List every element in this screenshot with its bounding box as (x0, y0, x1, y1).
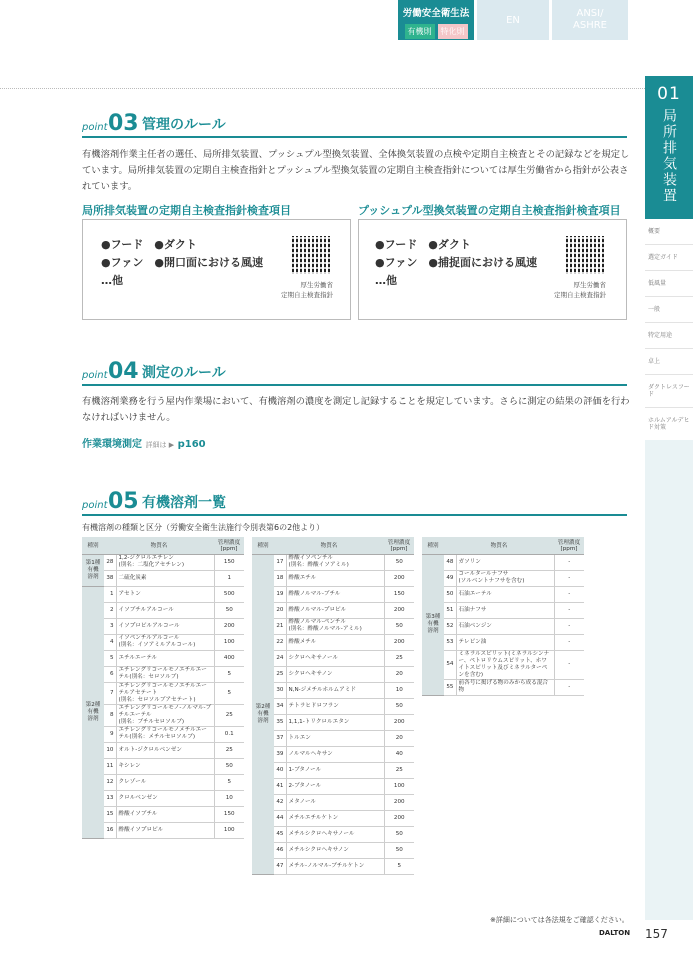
substance-name: メチルエチルケトン (286, 810, 384, 826)
row-number: 19 (274, 586, 286, 602)
header-name: 物質名 (274, 537, 384, 554)
substance-name: シクロヘキサノン (286, 666, 384, 682)
bullet-line: …他 (101, 274, 123, 287)
row-number: 1 (104, 586, 116, 602)
qr-code-icon[interactable] (292, 236, 330, 274)
substance-name: 1,2-ジクロルエチレン (別名：二塩化アセチレン) (116, 554, 214, 570)
row-number: 50 (444, 586, 456, 602)
control-concentration: 25 (214, 742, 244, 758)
row-number: 39 (274, 746, 286, 762)
substance-name: エチレングリコールモノエチルエーテル(別名：セロソルブ) (116, 666, 214, 682)
control-concentration: - (554, 634, 584, 650)
header-name: 物質名 (444, 537, 554, 554)
section-paragraph: 有機溶剤業務を行う屋内作業場において、有機溶剤の濃度を測定し記録することを規定しています。さらに測定の結果の評価を行わなければいけません。 (82, 396, 630, 423)
control-concentration: 50 (384, 554, 414, 570)
control-concentration: 5 (214, 774, 244, 790)
chapter-title: 局所排気装置 (661, 108, 677, 204)
table-row (82, 742, 244, 758)
substance-name: 1,1,1-トリクロルエタン (286, 714, 384, 730)
control-concentration: 40 (384, 746, 414, 762)
substance-name: 石油ベンジン (456, 618, 554, 634)
table-row (82, 634, 244, 650)
row-number: 12 (104, 774, 116, 790)
row-number: 5 (104, 650, 116, 666)
table-row (422, 570, 584, 586)
substance-name: 前各号に掲げる物のみから成る混合物 (456, 679, 554, 695)
substance-name: イソペンチルアルコール (別名：イソアミルアルコール) (116, 634, 214, 650)
substance-name: 石油エーテル (456, 586, 554, 602)
substance-name: N,N-ジメチルホルムアミド (286, 682, 384, 698)
table-row (82, 602, 244, 618)
table-row (252, 618, 414, 634)
control-concentration: 20 (384, 730, 414, 746)
category-cell: 第2種 有機 溶剤 (252, 554, 274, 874)
control-concentration: 100 (384, 778, 414, 794)
row-number: 49 (444, 570, 456, 586)
table-row (82, 570, 244, 586)
point-number: 04 (108, 359, 139, 384)
row-number: 3 (104, 618, 116, 634)
header-category: 種別 (422, 537, 444, 554)
divider (0, 88, 645, 89)
control-concentration: 0.1 (214, 726, 244, 742)
section-paragraph: 有機溶剤作業主任者の選任、局所排気装置、プッシュプル型換気装置、全体換気装置の点検や定期自主検査とその記録などを規定しています。局所排気装置の定期自主検査指針とプッシュプル型換気装置の定期自主検査指針については厚生労働省から指針が公表されています。 (82, 149, 630, 192)
substance-name: 二硫化炭素 (116, 570, 214, 586)
table-row (252, 682, 414, 698)
table-row (252, 794, 414, 810)
control-concentration: 25 (384, 762, 414, 778)
sidebar-item[interactable]: 卓上 (645, 349, 693, 375)
control-concentration: 150 (214, 806, 244, 822)
section-title: 有機溶剤一覧 (142, 495, 226, 511)
header-category: 種別 (252, 537, 274, 554)
reference-title: 作業環境測定 (82, 439, 142, 450)
reference-hint: 詳細は ▶ (145, 441, 175, 449)
table-row (422, 650, 584, 679)
table-row (82, 618, 244, 634)
row-number: 47 (274, 858, 286, 874)
table-row (252, 714, 414, 730)
point-number: 05 (108, 489, 139, 514)
control-concentration: 20 (384, 666, 414, 682)
table-row (252, 746, 414, 762)
substance-name: 酢酸ノルマル-ブチル (286, 586, 384, 602)
header-name: 物質名 (104, 537, 214, 554)
sidebar-item[interactable]: 一般 (645, 297, 693, 323)
control-concentration: - (554, 570, 584, 586)
substance-name: コールタールナフサ (ソルベントナフサを含む) (456, 570, 554, 586)
table-row (252, 634, 414, 650)
section-header-04 (82, 360, 627, 386)
row-number: 48 (444, 554, 456, 570)
control-concentration: - (554, 618, 584, 634)
category-cell: 第2種 有機 溶剤 (82, 586, 104, 838)
control-concentration: 50 (384, 826, 414, 842)
row-number: 37 (274, 730, 286, 746)
table-row (82, 704, 244, 726)
sidebar-item[interactable]: ダクトレスフード (645, 375, 693, 408)
substance-name: クロルベンゼン (116, 790, 214, 806)
control-concentration: 50 (214, 758, 244, 774)
control-concentration: 1 (214, 570, 244, 586)
control-concentration: 50 (214, 602, 244, 618)
control-concentration: 5 (214, 666, 244, 682)
table-row (422, 586, 584, 602)
row-number: 4 (104, 634, 116, 650)
row-number: 51 (444, 602, 456, 618)
row-number: 41 (274, 778, 286, 794)
subtab-tokkasoku[interactable]: 特化則 (438, 24, 468, 39)
section-title: 測定のルール (142, 365, 226, 381)
table-header-row (252, 537, 414, 554)
table-row (252, 826, 414, 842)
substance-name: トルエン (286, 730, 384, 746)
page-number: 157 (645, 927, 668, 941)
dalton-logo: DALTON (599, 929, 631, 937)
row-number: 7 (104, 682, 116, 704)
row-number: 54 (444, 650, 456, 679)
substance-name: エチレングリコールモノ-ノルマル-ブチルエーテル (別名：ブチルセロソルブ) (116, 704, 214, 726)
tab-label: 労働安全衛生法 (402, 8, 470, 19)
control-concentration: 200 (214, 618, 244, 634)
category-cell: 第3種 有機 溶剤 (422, 554, 444, 695)
substance-name: メチルシクロヘキサノール (286, 826, 384, 842)
table-row (252, 650, 414, 666)
bullet-line: ●ファン ●捕捉面における風速 (375, 256, 537, 269)
table-row (82, 774, 244, 790)
table-header-row (82, 537, 244, 554)
table-row (82, 758, 244, 774)
chapter-tab[interactable] (645, 76, 693, 219)
substance-name: イソブチルアルコール (116, 602, 214, 618)
sidebar-item[interactable]: 特定用途 (645, 323, 693, 349)
point-label: point (82, 122, 108, 133)
control-concentration: - (554, 679, 584, 695)
sidebar-item[interactable]: ホルムアルデヒド対策 (645, 408, 693, 441)
qr-code-icon[interactable] (566, 236, 604, 274)
bullet-line: ●ファン ●開口面における風速 (101, 256, 263, 269)
point-number: 03 (108, 111, 139, 136)
solvent-table-2 (252, 537, 414, 875)
row-number: 52 (444, 618, 456, 634)
substance-name: 酢酸ノルマル-プロピル (286, 602, 384, 618)
control-concentration: - (554, 602, 584, 618)
table-row (82, 586, 244, 602)
substance-name: ガソリン (456, 554, 554, 570)
row-number: 45 (274, 826, 286, 842)
row-number: 9 (104, 726, 116, 742)
control-concentration: 500 (214, 586, 244, 602)
table-row (252, 698, 414, 714)
substance-name: キシレン (116, 758, 214, 774)
substance-name: 酢酸イソブチル (116, 806, 214, 822)
tab-rodo-anzen[interactable] (398, 0, 474, 40)
side-bar-bg (645, 440, 693, 920)
table-row (252, 842, 414, 858)
substance-name: 1-ブタノール (286, 762, 384, 778)
row-number: 18 (274, 570, 286, 586)
reference-page[interactable]: p160 (177, 439, 206, 450)
header-value: 管理濃度 [ppm] (554, 537, 584, 554)
row-number: 38 (104, 570, 116, 586)
table-caption: 有機溶剤の種類と区分（労働安全衛生法施行令別表第6の2他より） (82, 523, 325, 532)
control-concentration: 200 (384, 794, 414, 810)
footnote: ※詳細については各法規をご確認ください。 (490, 916, 629, 924)
substance-name: メチル-ノルマル-ブチルケトン (286, 858, 384, 874)
table-row (252, 858, 414, 874)
control-concentration: 10 (384, 682, 414, 698)
tab-ansi[interactable]: ANSI/ ASHRE (552, 0, 628, 40)
solvent-table-1 (82, 537, 244, 839)
measurement-reference[interactable] (82, 435, 206, 450)
row-number: 10 (104, 742, 116, 758)
row-number: 15 (104, 806, 116, 822)
row-number: 46 (274, 842, 286, 858)
table-row (252, 762, 414, 778)
row-number: 35 (274, 714, 286, 730)
substance-name: 酢酸イソプロピル (116, 822, 214, 838)
row-number: 44 (274, 810, 286, 826)
table-row (82, 806, 244, 822)
row-number: 8 (104, 704, 116, 726)
control-concentration: 5 (214, 682, 244, 704)
substance-name: メタノール (286, 794, 384, 810)
table-row (82, 554, 244, 570)
control-concentration: 10 (214, 790, 244, 806)
row-number: 13 (104, 790, 116, 806)
row-number: 20 (274, 602, 286, 618)
table-row (82, 790, 244, 806)
row-number: 34 (274, 698, 286, 714)
substance-name: エチレングリコールモノエチルエーテルアセテート (別名：セロソルブアセテート) (116, 682, 214, 704)
control-concentration: 50 (384, 698, 414, 714)
substance-name: シクロヘキサノール (286, 650, 384, 666)
substance-name: アセトン (116, 586, 214, 602)
substance-name: テトラヒドロフラン (286, 698, 384, 714)
table-row (422, 554, 584, 570)
control-concentration: 5 (384, 858, 414, 874)
control-concentration: 25 (384, 650, 414, 666)
table-header-row (422, 537, 584, 554)
substance-name: イソプロピルアルコール (116, 618, 214, 634)
substance-name: 2-ブタノール (286, 778, 384, 794)
substance-name: 酢酸イソペンチル (別名：酢酸イソアミル) (286, 554, 384, 570)
control-concentration: 25 (214, 704, 244, 726)
table-row (422, 602, 584, 618)
table-row (82, 650, 244, 666)
control-concentration: 400 (214, 650, 244, 666)
row-number: 17 (274, 554, 286, 570)
control-concentration: 100 (214, 822, 244, 838)
row-number: 21 (274, 618, 286, 634)
substance-name: 酢酸メチル (286, 634, 384, 650)
row-number: 28 (104, 554, 116, 570)
control-concentration: 150 (214, 554, 244, 570)
control-concentration: 100 (214, 634, 244, 650)
substance-name: ミネラルスピリット(ミネラルシンナー、ペトロリウムスピリット、ホワイトスピリット及びミネラルターペンを含む) (456, 650, 554, 679)
section-header-03 (82, 112, 627, 138)
chapter-number: 01 (657, 84, 681, 104)
control-concentration: 200 (384, 634, 414, 650)
table-row (252, 554, 414, 570)
inspection-title-right: プッシュプル型換気装置の定期自主検査指針検査項目 (358, 204, 621, 217)
substance-name: エチレングリコールモノメチルエーテル(別名：メチルセロソルブ) (116, 726, 214, 742)
row-number: 24 (274, 650, 286, 666)
substance-name: クレゾール (116, 774, 214, 790)
table-row (422, 679, 584, 695)
table-row (82, 666, 244, 682)
table-row (252, 810, 414, 826)
row-number: 42 (274, 794, 286, 810)
point-label: point (82, 500, 108, 511)
row-number: 40 (274, 762, 286, 778)
table-row (252, 778, 414, 794)
substance-name: ノルマルヘキサン (286, 746, 384, 762)
control-concentration: 50 (384, 842, 414, 858)
substance-name: オルト-ジクロルベンゼン (116, 742, 214, 758)
control-concentration: - (554, 586, 584, 602)
bullet-line: …他 (375, 274, 397, 287)
table-row (252, 666, 414, 682)
table-row (252, 570, 414, 586)
section-header-05 (82, 490, 627, 516)
sidebar-item[interactable]: 概要 (645, 219, 693, 245)
control-concentration: - (554, 650, 584, 679)
top-tabs (398, 0, 628, 40)
substance-name: エチルエーテル (116, 650, 214, 666)
row-number: 16 (104, 822, 116, 838)
row-number: 55 (444, 679, 456, 695)
table-row (252, 602, 414, 618)
table-row (82, 726, 244, 742)
bullet-line: ●フード ●ダクト (101, 238, 197, 251)
row-number: 2 (104, 602, 116, 618)
row-number: 11 (104, 758, 116, 774)
qr-caption: 厚生労働省 定期自主検査指針 (554, 281, 606, 299)
bullet-line: ●フード ●ダクト (375, 238, 471, 251)
table-row (422, 618, 584, 634)
category-cell: 第1種 有機 溶剤 (82, 554, 104, 586)
control-concentration: 200 (384, 602, 414, 618)
header-category: 種別 (82, 537, 104, 554)
subtab-yukisoku[interactable]: 有機則 (405, 24, 435, 39)
table-row (422, 634, 584, 650)
row-number: 6 (104, 666, 116, 682)
sidebar-item[interactable]: 選定ガイド (645, 245, 693, 271)
header-value: 管理濃度 [ppm] (214, 537, 244, 554)
point-label: point (82, 370, 108, 381)
control-concentration: 200 (384, 810, 414, 826)
control-concentration: 50 (384, 618, 414, 634)
table-row (82, 682, 244, 704)
substance-name: 酢酸エチル (286, 570, 384, 586)
substance-name: 酢酸ノルマル-ペンチル (別名：酢酸ノルマル-アミル) (286, 618, 384, 634)
control-concentration: 200 (384, 570, 414, 586)
solvent-table-3 (422, 537, 584, 696)
substance-name: メチルシクロヘキサノン (286, 842, 384, 858)
row-number: 22 (274, 634, 286, 650)
table-row (252, 586, 414, 602)
table-row (82, 822, 244, 838)
row-number: 30 (274, 682, 286, 698)
inspection-title-left: 局所排気装置の定期自主検査指針検査項目 (82, 204, 291, 217)
control-concentration: - (554, 554, 584, 570)
qr-caption: 厚生労働省 定期自主検査指針 (281, 281, 333, 299)
header-value: 管理濃度 [ppm] (384, 537, 414, 554)
substance-name: 石油ナフサ (456, 602, 554, 618)
substance-name: テレビン油 (456, 634, 554, 650)
section-title: 管理のルール (142, 117, 226, 133)
sidebar-item[interactable]: 低風量 (645, 271, 693, 297)
row-number: 25 (274, 666, 286, 682)
control-concentration: 200 (384, 714, 414, 730)
row-number: 53 (444, 634, 456, 650)
table-row (252, 730, 414, 746)
control-concentration: 150 (384, 586, 414, 602)
tab-en[interactable]: EN (477, 0, 549, 40)
